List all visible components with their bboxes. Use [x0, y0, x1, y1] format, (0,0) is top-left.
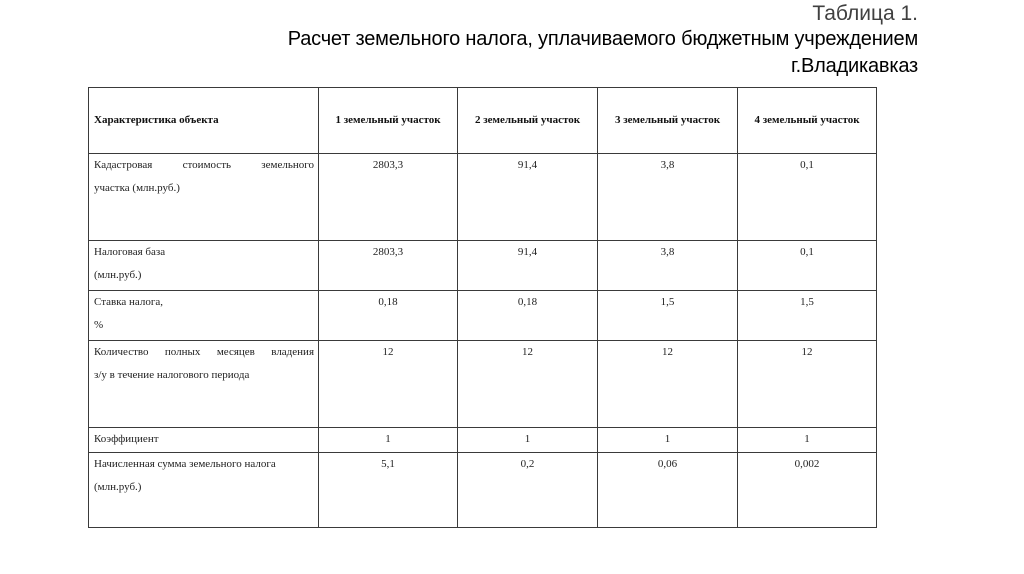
row-label [89, 154, 319, 241]
table-title-line-1: Расчет земельного налога, уплачиваемого бюджетным учреждением [287, 28, 918, 50]
header-plot-2: 2 земельный участок [458, 88, 598, 154]
table-cell: 0,1 [738, 241, 877, 291]
table-cell: 2803,3 [319, 241, 458, 291]
table-row-tax-rate [89, 291, 877, 341]
table-cell: 0,1 [738, 154, 877, 241]
table-title-line-2: г.Владикавказ [791, 55, 918, 77]
row-label-line: Количество полных месяцев владения [94, 346, 314, 358]
row-label-line: з/у в течение налогового периода [94, 369, 250, 381]
table-cell: 1,5 [738, 291, 877, 341]
row-label-line: участка (млн.руб.) [94, 182, 180, 194]
row-label-line: Коэффициент [94, 433, 159, 445]
header-plot-3: 3 земельный участок [598, 88, 738, 154]
table-cell: 1 [458, 428, 598, 453]
table-cell: 0,06 [598, 453, 738, 528]
table-row-accrued-tax [89, 453, 877, 528]
table-cell: 1,5 [598, 291, 738, 341]
row-label-line: Кадастровая стоимость земельного [94, 159, 314, 171]
table-cell: 3,8 [598, 241, 738, 291]
row-label-line: Начисленная сумма земельного налога [94, 458, 276, 470]
row-label-line: (млн.руб.) [94, 269, 142, 281]
table-cell: 1 [598, 428, 738, 453]
row-label [89, 291, 319, 341]
table-cell: 91,4 [458, 241, 598, 291]
table-cell: 1 [738, 428, 877, 453]
header-object-characteristic: Характеристика объекта [89, 88, 319, 154]
table-row-coefficient [89, 428, 877, 453]
header-plot-1: 1 земельный участок [319, 88, 458, 154]
row-label [89, 453, 319, 528]
row-label [89, 428, 319, 453]
table-cell: 12 [458, 341, 598, 428]
table-row-cadastral-value [89, 154, 877, 241]
table-cell: 1 [319, 428, 458, 453]
table-cell: 2803,3 [319, 154, 458, 241]
table-cell: 3,8 [598, 154, 738, 241]
table-cell: 12 [598, 341, 738, 428]
table-header-row [89, 88, 877, 154]
row-label [89, 341, 319, 428]
row-label-line: (млн.руб.) [94, 481, 142, 493]
table-row-tax-base [89, 241, 877, 291]
table-row-months-owned [89, 341, 877, 428]
table-cell: 0,002 [738, 453, 877, 528]
row-label-line: Ставка налога, [94, 296, 164, 308]
row-label [89, 241, 319, 291]
row-label-line: Налоговая база [94, 246, 166, 258]
header-plot-4: 4 земельный участок [738, 88, 877, 154]
table-cell: 0,18 [319, 291, 458, 341]
table-cell: 0,2 [458, 453, 598, 528]
table-cell: 5,1 [319, 453, 458, 528]
slide-heading [288, 0, 918, 80]
table-cell: 91,4 [458, 154, 598, 241]
table-cell: 12 [319, 341, 458, 428]
table-cell: 0,18 [458, 291, 598, 341]
table-number: Таблица 1. [812, 2, 918, 25]
table-cell: 12 [738, 341, 877, 428]
row-label-line: % [94, 319, 104, 331]
land-tax-table [88, 87, 877, 528]
